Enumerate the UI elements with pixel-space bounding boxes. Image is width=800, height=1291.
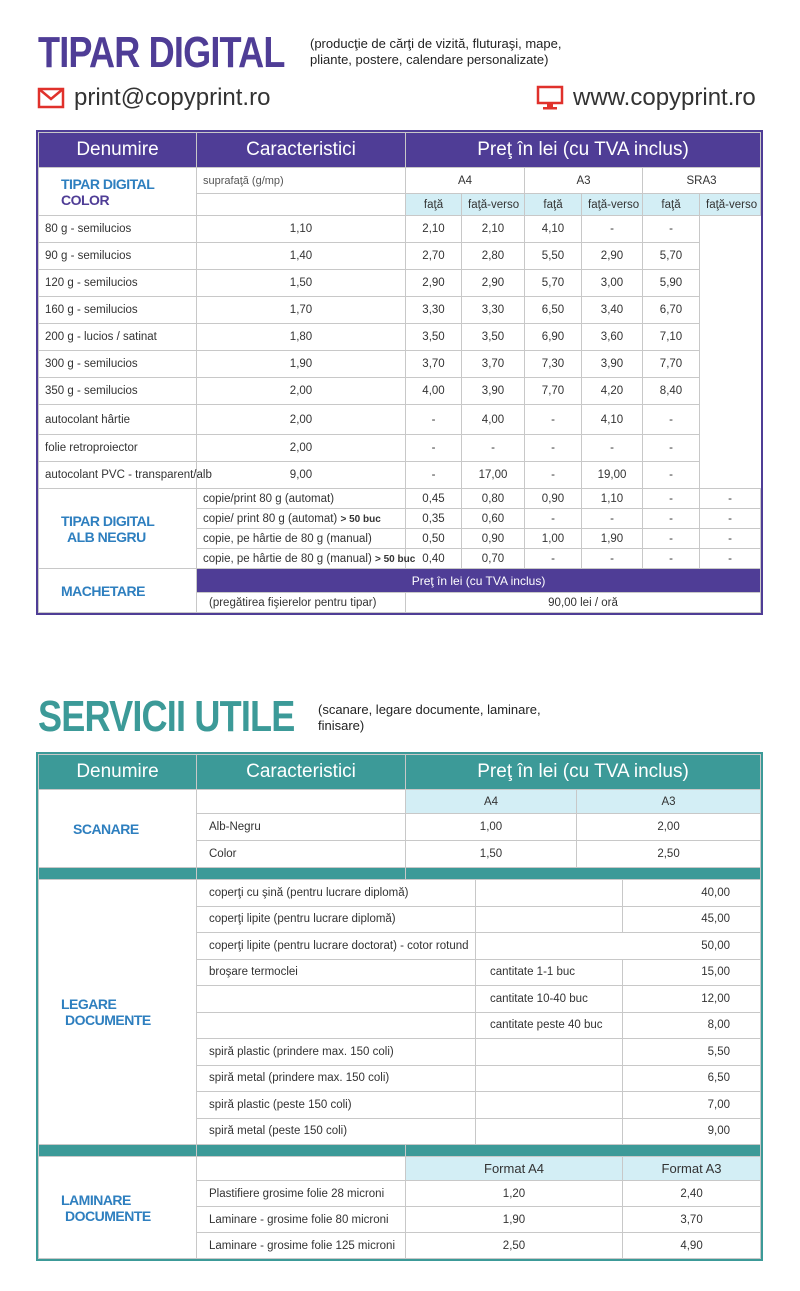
legare-row-name: coperţi cu şină (pentru lucrare diplomă) (197, 880, 476, 907)
bw-row-name: copie, pe hârtie de 80 g (manual) (197, 529, 406, 549)
price-cell: 3,90 (582, 351, 643, 378)
price-cell: - (643, 462, 700, 489)
price-cell: 7,30 (525, 351, 582, 378)
face-label: faţă-verso (582, 194, 643, 216)
servicii-subtitle: (scanare, legare documente, laminare, finisare) (318, 702, 541, 733)
legare-row-name: spiră metal (prindere max. 150 coli) (197, 1065, 476, 1092)
price-cell: 1,10 (197, 216, 406, 243)
website-contact[interactable] (537, 84, 756, 112)
price-cell: 3,30 (462, 297, 525, 324)
color-row-name: autocolant hârtie (39, 405, 197, 435)
website-text[interactable]: www.copyprint.ro (573, 84, 756, 111)
price-cell: 7,70 (525, 378, 582, 405)
color-row (39, 324, 761, 351)
color-row-name: 200 g - lucios / satinat (39, 324, 197, 351)
color-row (39, 405, 761, 435)
price-cell: 4,00 (406, 378, 462, 405)
legare-row-name (197, 986, 476, 1013)
price-cell: 6,70 (643, 297, 700, 324)
machetare-price: 90,00 lei / oră (406, 593, 761, 613)
legare-qty: cantitate 10-40 buc (476, 986, 623, 1013)
price-cell: 1,80 (197, 324, 406, 351)
format-a4: A4 (406, 168, 525, 194)
color-row-name: 120 g - semilucios (39, 270, 197, 297)
scan-format-a3: A3 (577, 790, 761, 814)
price-cell: 3,50 (462, 324, 525, 351)
price-cell: 2,90 (582, 243, 643, 270)
legare-row-name (197, 1012, 476, 1039)
price-cell: - (643, 435, 700, 462)
digital-title: TIPAR DIGITAL (38, 28, 285, 77)
price-cell: 2,90 (406, 270, 462, 297)
price-cell: 2,00 (197, 405, 406, 435)
price-cell: 2,00 (197, 378, 406, 405)
digital-price-table (38, 132, 761, 613)
face-label: faţă (643, 194, 700, 216)
servicii-title: SERVICII UTILE (38, 692, 295, 741)
legare-price: 12,00 (623, 986, 761, 1013)
price-cell: 2,70 (406, 243, 462, 270)
email-text[interactable]: print@copyprint.ro (74, 84, 271, 111)
legare-row-name: spiră plastic (peste 150 coli) (197, 1092, 476, 1119)
machetare-desc: (pregătirea fişierelor pentru tipar) (197, 593, 406, 613)
color-row (39, 243, 761, 270)
price-cell: 3,70 (462, 351, 525, 378)
servicii-header-row (39, 755, 761, 790)
bw-row: copie, pe hârtie de 80 g (manual) 0,50 0,90 1,00 1,90 - - (39, 529, 761, 549)
price-cell: 3,40 (582, 297, 643, 324)
col-caracteristici: Caracteristici (197, 133, 406, 168)
color-row-name: autocolant PVC - transparent/alb (39, 462, 197, 489)
bw-section-label: TIPAR DIGITAL ALB NEGRU (39, 489, 197, 569)
legare-row-name: spiră metal (peste 150 coli) (197, 1118, 476, 1145)
price-cell: 4,10 (525, 216, 582, 243)
price-cell: 3,70 (406, 351, 462, 378)
price-cell: 17,00 (462, 462, 525, 489)
price-cell: 5,50 (525, 243, 582, 270)
legare-row-name: coperţi lipite (pentru lucrare doctorat) - cotor rotund (197, 933, 476, 960)
format-row (39, 168, 761, 194)
legare-price: 15,00 (623, 959, 761, 986)
bw-row: copie, pe hârtie de 80 g (manual) > 50 buc 0,40 0,70 - - - - (39, 549, 761, 569)
price-cell: - (525, 462, 582, 489)
legare-qty (476, 1092, 623, 1119)
price-cell: 2,90 (462, 270, 525, 297)
price-cell: - (525, 405, 582, 435)
legare-row-name: broşare termoclei (197, 959, 476, 986)
color-row-name: 160 g - semilucios (39, 297, 197, 324)
color-row (39, 297, 761, 324)
color-row (39, 435, 761, 462)
price-cell: - (525, 435, 582, 462)
laminare-row: Laminare - grosime folie 125 microni 2,50 4,90 (39, 1233, 761, 1259)
price-cell: - (643, 216, 700, 243)
legare-qty (476, 1065, 623, 1092)
legare-qty: cantitate peste 40 buc (476, 1012, 623, 1039)
color-section-label: TIPAR DIGITAL COLOR (39, 168, 197, 216)
mail-icon (38, 88, 64, 108)
price-cell: 5,90 (643, 270, 700, 297)
color-row-name: 350 g - semilucios (39, 378, 197, 405)
col-denumire: Denumire (39, 755, 197, 790)
legare-rows (39, 880, 761, 1145)
scan-row: Color 1,50 2,50 (39, 841, 761, 868)
format-sra3: SRA3 (643, 168, 761, 194)
price-cell: 4,00 (462, 405, 525, 435)
digital-subtitle: (producţie de cărţi de vizită, fluturaşi, mape, pliante, postere, calendare personalizate) (310, 36, 562, 67)
price-cell: - (406, 405, 462, 435)
section-divider (39, 1145, 761, 1157)
legare-row (39, 880, 761, 907)
laminare-row: Plastifiere grosime folie 28 microni 1,20 2,40 (39, 1181, 761, 1207)
legare-qty (476, 1118, 623, 1145)
legare-qty (476, 1039, 623, 1066)
color-row (39, 270, 761, 297)
color-row (39, 351, 761, 378)
price-cell: 8,40 (643, 378, 700, 405)
machetare-header: Preţ în lei (cu TVA inclus) (197, 569, 761, 593)
color-row (39, 216, 761, 243)
color-row (39, 462, 761, 489)
price-cell: 3,90 (462, 378, 525, 405)
price-cell: 2,10 (462, 216, 525, 243)
legare-qty: cantitate 1-1 buc (476, 959, 623, 986)
price-cell: - (462, 435, 525, 462)
price-cell: 19,00 (582, 462, 643, 489)
legare-row-name: coperţi lipite (pentru lucrare diplomă) (197, 906, 476, 933)
color-row-name: folie retroproiector (39, 435, 197, 462)
price-cell: 9,00 (197, 462, 406, 489)
scan-row: Alb-Negru 1,00 2,00 (39, 814, 761, 841)
price-cell: 2,10 (406, 216, 462, 243)
surface-label: suprafaţă (g/mp) (197, 168, 406, 194)
price-cell: 4,20 (582, 378, 643, 405)
laminare-format-row (39, 1157, 761, 1181)
price-cell: - (582, 216, 643, 243)
face-label: faţă (525, 194, 582, 216)
price-cell: 5,70 (643, 243, 700, 270)
scan-format-row (39, 790, 761, 814)
bw-row-name: copie, pe hârtie de 80 g (manual) > 50 buc (197, 549, 406, 569)
laminare-format-a3: Format A3 (623, 1157, 761, 1181)
face-label: faţă-verso (462, 194, 525, 216)
price-cell: 6,50 (525, 297, 582, 324)
bw-row: copie/ print 80 g (automat) > 50 buc 0,35 0,60 - - - - (39, 509, 761, 529)
price-cell: - (582, 435, 643, 462)
price-cell: 2,00 (197, 435, 406, 462)
legare-price: 9,00 (623, 1118, 761, 1145)
price-cell: - (406, 462, 462, 489)
price-cell: 5,70 (525, 270, 582, 297)
color-row (39, 378, 761, 405)
legare-price: 5,50 (623, 1039, 761, 1066)
laminare-format-a4: Format A4 (406, 1157, 623, 1181)
legare-row-name: spiră plastic (prindere max. 150 coli) (197, 1039, 476, 1066)
bw-row-name: copie/print 80 g (automat) (197, 489, 406, 509)
section-divider (39, 868, 761, 880)
color-rows (39, 216, 761, 489)
color-row-name: 80 g - semilucios (39, 216, 197, 243)
price-cell: 3,30 (406, 297, 462, 324)
legare-section-label: LEGARE DOCUMENTE (39, 880, 197, 1145)
price-cell: 2,80 (462, 243, 525, 270)
price-cell: 7,70 (643, 351, 700, 378)
price-cell: 1,90 (197, 351, 406, 378)
scan-section-label: SCANARE (39, 790, 197, 868)
price-cell: 4,10 (582, 405, 643, 435)
legare-price: 8,00 (623, 1012, 761, 1039)
col-denumire: Denumire (39, 133, 197, 168)
legare-qty (476, 906, 623, 933)
price-cell: 1,70 (197, 297, 406, 324)
color-row-name: 90 g - semilucios (39, 243, 197, 270)
legare-qty (476, 880, 623, 907)
price-cell: 1,40 (197, 243, 406, 270)
price-cell: 3,60 (582, 324, 643, 351)
legare-price: 7,00 (623, 1092, 761, 1119)
price-cell: 7,10 (643, 324, 700, 351)
bw-row: TIPAR DIGITAL ALB NEGRU copie/print 80 g (automat) 0,45 0,80 0,90 1,10 - - (39, 489, 761, 509)
face-label: faţă (406, 194, 462, 216)
price-cell: - (643, 405, 700, 435)
monitor-icon (537, 86, 563, 110)
scan-format-a4: A4 (406, 790, 577, 814)
price-cell: 6,90 (525, 324, 582, 351)
price-cell: 3,00 (582, 270, 643, 297)
legare-price: 40,00 (623, 880, 761, 907)
color-row-name: 300 g - semilucios (39, 351, 197, 378)
price-cell: - (406, 435, 462, 462)
machetare-label: MACHETARE (39, 569, 197, 613)
laminare-section-label: LAMINARE DOCUMENTE (39, 1157, 197, 1259)
col-caracteristici: Caracteristici (197, 755, 406, 790)
legare-price: 50,00 (476, 933, 761, 960)
legare-price: 6,50 (623, 1065, 761, 1092)
price-cell: 3,50 (406, 324, 462, 351)
col-pret: Preţ în lei (cu TVA inclus) (406, 133, 761, 168)
laminare-row: Laminare - grosime folie 80 microni 1,90 3,70 (39, 1207, 761, 1233)
col-pret: Preţ în lei (cu TVA inclus) (406, 755, 761, 790)
servicii-price-table (38, 754, 761, 1259)
bw-row-name: copie/ print 80 g (automat) > 50 buc (197, 509, 406, 529)
price-cell: 1,50 (197, 270, 406, 297)
machetare-header-row (39, 569, 761, 593)
digital-header-row (39, 133, 761, 168)
email-contact[interactable] (38, 84, 270, 112)
legare-price: 45,00 (623, 906, 761, 933)
format-a3: A3 (525, 168, 643, 194)
face-label: faţă-verso (700, 194, 761, 216)
